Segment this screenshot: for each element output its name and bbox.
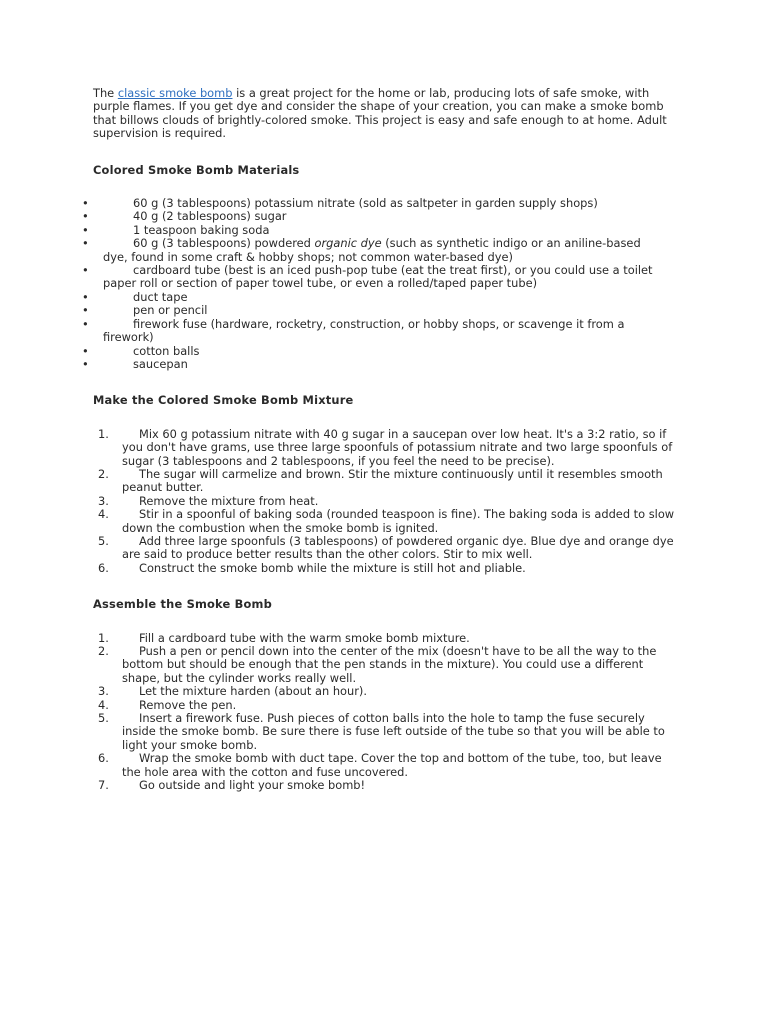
- step-text: Add three large spoonfuls (3 tablespoons) of powdered organic dye. Blue dye and orange dye are said to produce better results than the other colors. Stir to mix well.: [122, 533, 674, 562]
- step-number: 5.: [98, 711, 109, 726]
- list-item: [93, 562, 678, 575]
- list-item: [93, 495, 678, 508]
- list-item: [82, 303, 663, 318]
- step-number: 7.: [98, 778, 109, 793]
- assemble-heading: Assemble the Smoke Bomb: [93, 597, 272, 612]
- bullet-marker: •: [82, 356, 89, 371]
- step-number: 6.: [98, 751, 109, 766]
- material-text: duct tape: [133, 289, 188, 304]
- intro-paragraph: [93, 87, 673, 141]
- classic-smoke-bomb-link[interactable]: classic smoke bomb: [117, 86, 233, 100]
- step-text: Let the mixture harden (about an hour).: [139, 684, 367, 699]
- list-item: [93, 508, 678, 535]
- list-item: [82, 236, 663, 264]
- mixture-heading: Make the Colored Smoke Bomb Mixture: [93, 393, 354, 408]
- step-text: Push a pen or pencil down into the center of the mix (doesn't have to be all the way to the bottom but should be enough that the pen stands in the mixture). You could use a different shape, but the cylinder works really well.: [122, 644, 657, 685]
- step-text: Remove the pen.: [139, 697, 237, 712]
- bullet-marker: •: [82, 343, 89, 358]
- material-text: saucepan: [133, 356, 188, 371]
- step-number: 4.: [98, 697, 109, 712]
- list-item: [82, 289, 663, 304]
- material-text: 60 g (3 tablespoons) potassium nitrate (sold as saltpeter in garden supply shops): [133, 196, 598, 211]
- step-number: 3.: [98, 684, 109, 699]
- list-item: [93, 535, 678, 562]
- list-item: [93, 645, 678, 685]
- materials-heading: Colored Smoke Bomb Materials: [93, 162, 300, 177]
- material-text: firework fuse (hardware, rocketry, construction, or hobby shops, or scavenge it from a firework): [103, 316, 625, 345]
- step-number: 2.: [98, 466, 109, 481]
- step-number: 5.: [98, 533, 109, 548]
- list-item: [93, 468, 678, 495]
- bullet-marker: •: [82, 196, 89, 211]
- list-item: [93, 779, 678, 792]
- step-number: 6.: [98, 560, 109, 575]
- list-item: [93, 699, 678, 712]
- list-item: [93, 712, 678, 752]
- list-item: [82, 356, 663, 371]
- list-item: [93, 428, 678, 468]
- list-item: [93, 685, 678, 698]
- assemble-steps-list: [93, 632, 683, 793]
- document-page: [82, 86, 683, 793]
- list-item: [82, 316, 663, 345]
- step-text: Construct the smoke bomb while the mixture is still hot and pliable.: [139, 560, 526, 575]
- list-item: [93, 752, 678, 779]
- bullet-marker: •: [82, 303, 89, 318]
- organic-dye-emphasis: organic dye: [314, 236, 382, 251]
- step-text: Stir in a spoonful of baking soda (rounded teaspoon is fine). The baking soda is added to slow down the combustion when the smoke bomb is ignited.: [122, 507, 675, 535]
- step-text: Mix 60 g potassium nitrate with 40 g sugar in a saucepan over low heat. It's a 3:2 ratio, so if you don't have grams, use three large spoonfuls of potassium nitrate and two large spoonfuls of sugar (3 tablespoons and 2 tablespoons, if you feel the need to be precise).: [122, 426, 673, 468]
- bullet-marker: •: [82, 316, 89, 331]
- bullet-marker: •: [82, 263, 89, 278]
- list-item: [93, 632, 678, 645]
- material-text: 1 teaspoon baking soda: [133, 222, 270, 237]
- materials-list: [82, 196, 683, 371]
- list-item: [82, 209, 663, 224]
- step-text: The sugar will carmelize and brown. Stir the mixture continuously until it resembles smooth peanut butter.: [122, 466, 663, 495]
- material-text: 40 g (2 tablespoons) sugar: [133, 209, 287, 224]
- list-item: [82, 222, 663, 237]
- list-item: [82, 343, 663, 358]
- material-text-pre: 60 g (3 tablespoons) powdered: [133, 236, 315, 251]
- material-text-post: (such as synthetic indigo or an aniline-based dye, found in some craft & hobby shops; not common water-based dye): [103, 236, 641, 264]
- step-number: 1.: [98, 426, 109, 441]
- material-text: cardboard tube (best is an iced push-pop tube (eat the treat first), or you could use a toilet paper roll or section of paper towel tube, or even a rolled/taped paper tube): [103, 263, 653, 291]
- step-text: Go outside and light your smoke bomb!: [139, 778, 366, 793]
- step-number: 4.: [98, 507, 109, 522]
- intro-rest: is a great project for the home or lab, producing lots of safe smoke, with purple flames. If you get dye and consider the shape of your creation, you can make a smoke bomb that billows clouds of brightly-colored smoke. This project is easy and safe enough to at home. Adult supervision is required.: [93, 86, 667, 141]
- bullet-marker: •: [82, 236, 89, 251]
- material-text: pen or pencil: [133, 303, 208, 318]
- bullet-marker: •: [82, 209, 89, 224]
- bullet-marker: •: [82, 289, 89, 304]
- list-item: [82, 263, 663, 291]
- bullet-marker: •: [82, 222, 89, 237]
- step-text: Remove the mixture from heat.: [139, 493, 319, 508]
- list-item: [82, 196, 663, 211]
- step-number: 2.: [98, 644, 109, 658]
- material-text: cotton balls: [133, 343, 200, 358]
- intro-lead: The: [93, 86, 118, 100]
- mixture-steps-list: [93, 428, 683, 575]
- step-number: 3.: [98, 493, 109, 508]
- step-text: Fill a cardboard tube with the warm smoke bomb mixture.: [139, 630, 470, 645]
- step-text: Insert a firework fuse. Push pieces of cotton balls into the hole to tamp the fuse securely inside the smoke bomb. Be sure there is fuse left outside of the tube so that you will be able to light your smoke bomb.: [122, 711, 665, 752]
- step-text: Wrap the smoke bomb with duct tape. Cover the top and bottom of the tube, too, but leave the hole area with the cotton and fuse uncovered.: [122, 751, 662, 779]
- step-number: 1.: [98, 630, 109, 645]
